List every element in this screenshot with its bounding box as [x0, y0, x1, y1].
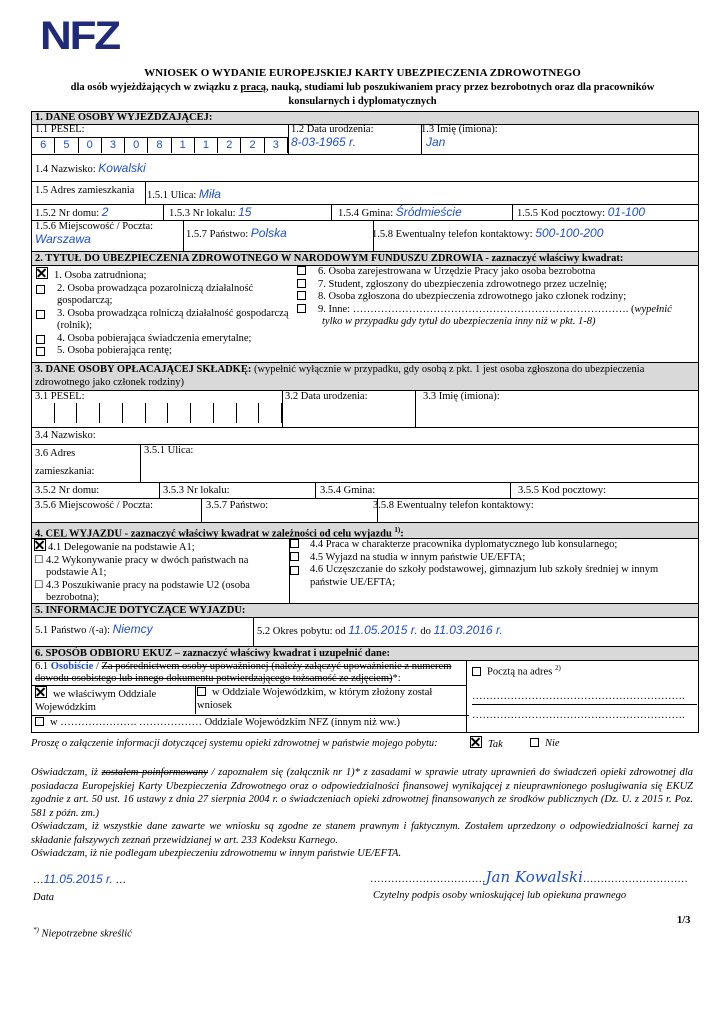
declaration-2: Oświadczam, iż wszystkie dane zawarte we wniosku są zgodne ze stanem prawnym i faktycznym. Zostałem uprzedzony o odpowiedzialności karnej za składanie fałszywych zeznań przewidzianej w art. 233 Kodeksu Karnego. [31, 821, 693, 846]
flat-label: 1.5.3 Nr lokalu: [169, 208, 236, 219]
pesel-digit[interactable] [55, 403, 78, 423]
section-3 [31, 362, 699, 523]
period-label: 5.2 Okres pobytu: od [257, 626, 346, 637]
other-note: tylko w przypadku gdy tytuł do ubezpieczenia inny niż w pkt. 1-8) [322, 316, 596, 327]
checkbox-icon[interactable] [297, 304, 306, 313]
payer-pesel-label: 3.1 PESEL: [35, 391, 85, 402]
info-request-yes[interactable]: Tak [470, 736, 503, 750]
pesel-digit[interactable]: 2 [241, 138, 264, 153]
title-option-9[interactable]: 9. Inne: ……………………………………………………………………. (wypełnić [297, 304, 692, 317]
section-3-header: 3. DANE OSOBY OPŁACAJĄCEJ SKŁADKĘ: (wypełnić wyłącznie w przypadku, gdy osobą z pkt. 1 jest osoba zgłoszona do ubezpieczenia zdrowotnego jako członek rodziny) [32, 363, 698, 391]
checkbox-icon[interactable] [290, 552, 299, 561]
title-option-3[interactable]: 3. Osoba prowadząca rolniczą działalność gospodarczą (rolnik); [36, 308, 296, 333]
commune-value[interactable]: Śródmieście [395, 205, 462, 219]
pesel-digit[interactable] [214, 403, 237, 423]
signature-line[interactable]: ……………………………Jan Kowalski………………………… [370, 868, 688, 886]
dob-value[interactable]: 8-03-1965 r. [291, 135, 356, 149]
footnote: *) Niepotrzebne skreślić [33, 926, 132, 940]
checkbox-icon[interactable] [35, 717, 44, 726]
section-4 [31, 522, 699, 604]
payer-dob-label: 3.2 Data urodzenia: [282, 391, 416, 427]
street-label: 1.5.1 Ulica: [147, 190, 197, 201]
pesel-digit[interactable]: 3 [102, 138, 125, 153]
trip-country-label: 5.1 Państwo /(-a): [35, 625, 110, 636]
section-6-header: 6. SPOSÓB ODBIORU EKUZ – zaznaczyć właściwy kwadrat i uzupełnić dane: [32, 647, 698, 661]
declaration-3: Oświadczam, iż nie podlegam ubezpieczeniu zdrowotnemu w innym państwie UE/EFTA. [31, 848, 402, 859]
payer-country-label: 3.5.7 Państwo: [198, 499, 378, 522]
nfz-logo: NFZ [40, 14, 119, 58]
payer-street-label: 3.5.1 Ulica: [144, 445, 194, 456]
payer-pesel-field[interactable] [32, 403, 282, 423]
purpose-option-4-2[interactable]: ☐ 4.2 Wykonywanie pracy w dwóch państwach na podstawie A1; [34, 554, 249, 578]
trip-country-value[interactable]: Niemcy [112, 622, 153, 636]
surname-label: 1.4 Nazwisko: [35, 164, 96, 175]
checkbox-icon[interactable] [36, 335, 45, 344]
form-subtitle: dla osób wyjeżdżających w związku z pracą, nauką, studiami lub poszukiwaniem pracy przez bezrobotnych oraz dla pracowników konsularnych i dyplomatycznych [70, 82, 655, 107]
period-from[interactable]: 11.05.2015 r. [348, 623, 418, 637]
period-to-label: do [420, 626, 431, 637]
address-label: 1.5 Adres zamieszkania [32, 182, 146, 204]
section-1-header: 1. DANE OSOBY WYJEŻDŻAJĄCEJ: [32, 112, 698, 125]
pesel-digit[interactable] [168, 403, 191, 423]
first-name-value[interactable]: Jan [426, 135, 446, 149]
pesel-digit[interactable] [237, 403, 260, 423]
purpose-option-4-3[interactable]: ☐ 4.3 Poszukiwanie pracy na podstawie U2 (osoba bezrobotna); [34, 579, 250, 603]
pesel-digit[interactable]: 1 [195, 138, 218, 153]
checkbox-icon[interactable] [290, 566, 299, 575]
checkbox-icon[interactable] [36, 347, 45, 356]
pesel-digit[interactable]: 0 [125, 138, 148, 153]
period-to[interactable]: 11.03.2016 r. [433, 623, 503, 637]
section-6 [31, 646, 699, 733]
payer-surname-label: 3.4 Nazwisko: [32, 427, 698, 445]
section-2-header: 2. TYTUŁ DO UBEZPIECZENIA ZDROWOTNEGO W NARODOWYM FUNDUSZU ZDROWIA - zaznaczyć właściwy kwadrat: [32, 252, 698, 266]
mail-address-line-1[interactable]: ……………………………………………………. [472, 690, 697, 705]
postal-label: 1.5.5 Kod pocztowy: [517, 208, 606, 219]
checked-box-icon[interactable] [35, 686, 47, 698]
pesel-digit[interactable] [32, 403, 55, 423]
city-label: 1.5.6 Miejscowość / Poczta: [35, 221, 154, 232]
pesel-field[interactable] [32, 137, 288, 153]
payer-city-label: 3.5.6 Miejscowość / Poczta: [32, 499, 202, 522]
pesel-digit[interactable]: 8 [148, 138, 171, 153]
payer-postal-label: 3.5.5 Kod pocztowy: [518, 485, 607, 496]
pesel-digit[interactable]: 6 [32, 138, 55, 153]
pesel-digit[interactable]: 3 [265, 138, 288, 153]
postal-value[interactable]: 01-100 [607, 205, 646, 219]
pesel-digit[interactable] [191, 403, 214, 423]
title-option-8[interactable]: 8. Osoba zgłoszona do ubezpieczenia zdrowotnego jako członek rodziny; [297, 291, 692, 304]
purpose-option-4-5[interactable]: 4.5 Wyjazd na studia w innym państwie UE/EFTA; [290, 552, 695, 565]
date-label: Data [33, 892, 54, 903]
pesel-digit[interactable] [77, 403, 100, 423]
pesel-digit[interactable]: 2 [218, 138, 241, 153]
section-4-header: 4. CEL WYJAZDU - zaznaczyć właściwy kwadrat w zależności od celu wyjazdu $^{1)}$: [32, 523, 698, 539]
purpose-option-4-1[interactable]: 4.1 Delegowanie na podstawie A1; [34, 539, 289, 555]
city-value[interactable]: Warszawa [35, 232, 91, 246]
title-option-2[interactable]: 2. Osoba prowadząca pozarolniczą działalność gospodarczą; [36, 283, 296, 308]
pesel-digit[interactable] [259, 403, 282, 423]
pesel-digit[interactable] [100, 403, 123, 423]
section-2 [31, 251, 699, 363]
payer-house-label: 3.5.2 Nr domu: [32, 483, 160, 498]
pesel-digit[interactable]: 0 [79, 138, 102, 153]
flat-value[interactable]: 15 [238, 205, 252, 219]
pesel-digit[interactable] [146, 403, 169, 423]
street-value[interactable]: Miła [198, 187, 221, 201]
title-option-1[interactable]: 1. Osoba zatrudniona; [36, 267, 296, 283]
section-5-header: 5. INFORMACJE DOTYCZĄCE WYJAZDU: [32, 604, 698, 618]
first-name-label: 1.3 Imię (imiona): [421, 124, 498, 135]
checkbox-icon[interactable] [297, 266, 306, 275]
declaration-1: Oświadczam, iż zostałem poinformowany / zapoznałem się (załącznik nr 1)* z zasadami w sprawie utraty uprawnień do świadczeń opieki zdrowotnej dla posiadacza Europejskiej Karty Ubezpieczenia Zdrowotnego oraz o odpowiedzialności finansowej wynikającej z nieuprawnionego posługiwania się EKUZ zgodnie z art. 50 ust. 16 ustawy z dnia 27 sierpnia 2004 r. o świadczeniach opieki zdrowotnej finansowanych ze środków publicznych (Dz. U. z 2015 r. Poz. 581 z późn. zm.) [31, 767, 693, 819]
surname-value[interactable]: Kowalski [98, 161, 146, 175]
signature: Jan Kowalski [485, 868, 583, 886]
purpose-option-4-4[interactable]: 4.4 Praca w charakterze pracownika dyplomatycznego lub konsularnego; [290, 539, 695, 552]
country-label: 1.5.7 Państwo: [186, 229, 249, 240]
date-value[interactable]: 11.05.2015 r. [43, 872, 113, 886]
house-label: 1.5.2 Nr domu: [35, 208, 100, 219]
title-option-5[interactable]: 5. Osoba pobierająca rentę; [36, 345, 296, 358]
info-request-text: Proszę o załączenie informacji dotyczącej systemu opieki zdrowotnej w państwie mojego pobytu: [31, 738, 438, 749]
title-option-4[interactable]: 4. Osoba pobierająca świadczenia emerytalne; [36, 333, 296, 346]
pickup-other-office[interactable]: w …………………. ……………… Oddziale Wojewódzkim NFZ (innym niż ww.) [32, 715, 469, 730]
purpose-option-4-6[interactable]: 4.6 Uczęszczanie do szkoły podstawowej, gimnazjum lub szkoły średniej w innym państwie UE/EFTA; [290, 564, 695, 589]
dob-label: 1.2 Data urodzenia: [291, 124, 374, 135]
page-number: 1/3 [677, 915, 691, 926]
phone-value[interactable]: 500-100-200 [535, 226, 604, 240]
payer-address-label: 3.6 Adres zamieszkania: [32, 445, 141, 482]
pickup-mail[interactable]: Pocztą na adres $^{2)}$ ……………………………………………………. ……………………………………………………. [472, 661, 697, 723]
payer-phone-label: 3.5.8 Ewentualny telefon kontaktowy: [373, 500, 534, 511]
checked-box-icon[interactable] [470, 736, 482, 748]
pickup-personal[interactable]: 6.1 Osobiście / Za pośrednictwem osoby upoważnionej (należy załączyć upoważnienie z numerem dowodu osobistego lub innego dokumentu potwierdzającego tożsamość ze zdjęciem)*: [32, 661, 466, 686]
checkbox-icon[interactable] [36, 310, 45, 319]
date-line[interactable]: …11.05.2015 r. … [33, 872, 127, 886]
declarations [31, 766, 693, 861]
pesel-label: 1.1 PESEL: [35, 124, 85, 135]
payer-commune-label: 3.5.4 Gmina: [317, 483, 511, 498]
checkbox-icon[interactable] [290, 539, 299, 548]
signature-label: Czytelny podpis osoby wnioskującej lub opiekuna prawnego [373, 890, 627, 901]
country-value[interactable]: Polska [250, 226, 287, 240]
checked-box-icon[interactable] [34, 539, 46, 551]
checkbox-icon[interactable] [472, 667, 481, 676]
checkbox-icon[interactable] [297, 291, 306, 300]
checkbox-icon[interactable] [36, 285, 45, 294]
pickup-office-submitted[interactable]: w Oddziale Wojewódzkim, w którym złożony został wniosek [197, 687, 433, 711]
house-value[interactable]: 2 [101, 205, 109, 219]
checked-box-icon[interactable] [36, 267, 48, 279]
pesel-digit[interactable] [123, 403, 146, 423]
checkbox-icon[interactable] [197, 687, 206, 696]
title-option-6[interactable]: 6. Osoba zarejestrowana w Urzędzie Pracy jako osoba bezrobotna [297, 266, 692, 279]
mail-address-line-2[interactable]: ……………………………………………………. [472, 709, 685, 721]
section-1 [31, 111, 699, 252]
payer-flat-label: 3.5.3 Nr lokalu: [160, 483, 316, 498]
title-option-7[interactable]: 7. Student, zgłoszony do ubezpieczenia zdrowotnego przez uczelnię; [297, 279, 692, 292]
checkbox-icon[interactable] [297, 279, 306, 288]
info-request-no[interactable]: Nie [530, 738, 560, 749]
pickup-office[interactable]: we właściwym Oddziale Wojewódzkim [32, 686, 196, 714]
pesel-digit[interactable]: 1 [172, 138, 195, 153]
phone-label: 1.5.8 Ewentualny telefon kontaktowy: [372, 229, 533, 240]
pesel-digit[interactable]: 5 [55, 138, 78, 153]
section-5 [31, 603, 699, 647]
form-title: WNIOSEK O WYDANIE EUROPEJSKIEJ KARTY UBEZPIECZENIA ZDROWOTNEGO [144, 67, 581, 79]
checkbox-icon[interactable] [530, 738, 539, 747]
commune-label: 1.5.4 Gmina: [338, 208, 394, 219]
payer-name-label: 3.3 Imię (imiona): [423, 391, 500, 402]
